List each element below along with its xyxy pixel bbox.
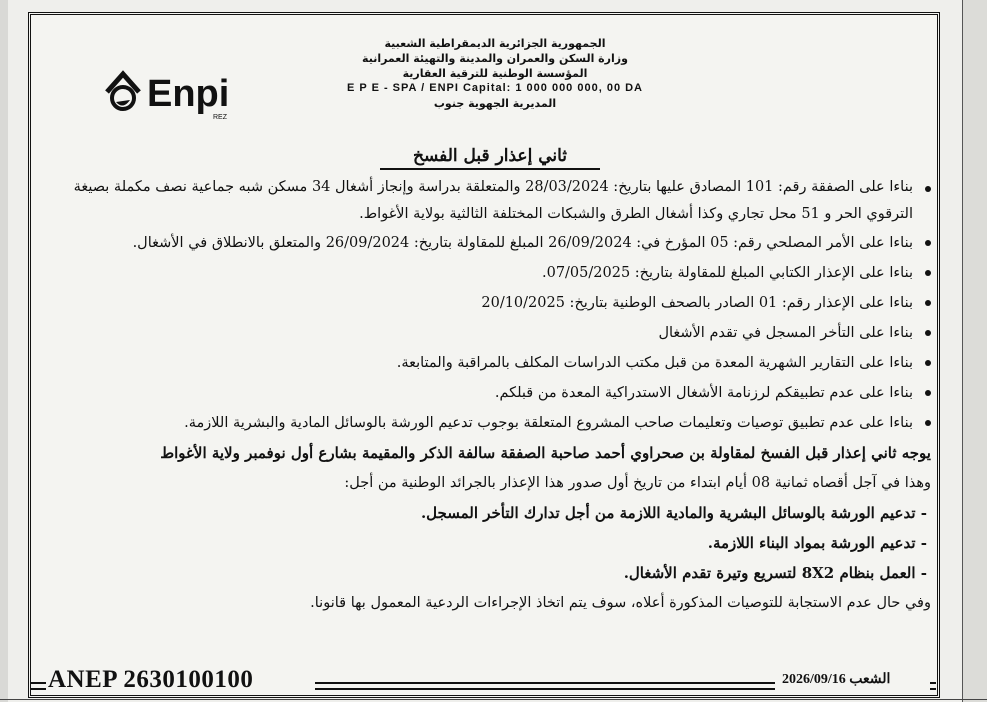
bullet-icon <box>925 270 931 276</box>
paragraph-text: بناءا على الأمر المصلحي رقم: 05 المؤرخ في: 26/09/2024 المبلغ للمقاولة بتاريخ: 26/09/2024 والمتعلق بالانطلاق في الأشغال. <box>132 235 913 251</box>
page-edge-right <box>962 0 987 702</box>
paragraph-recommendations <box>40 408 935 438</box>
enpi-logo <box>103 62 233 122</box>
anep-reference: ANEP 2630100100 <box>48 666 254 693</box>
bullet-icon <box>925 390 931 396</box>
paragraph-service-order <box>40 228 935 258</box>
footer-rule-start <box>30 682 46 690</box>
requirement-workforce: - تدعيم الورشة بالوسائل البشرية والمادية اللازمة من أجل تدارك التأخر المسجل. <box>420 504 927 522</box>
directive-line: يوجه ثاني إعذار قبل الفسخ لمقاولة بن صحراوي أحمد صاحبة الصفقة سالفة الذكر والمقيمة بشارع أول نوفمبر ولاية الأغواط <box>160 444 931 462</box>
bullet-icon <box>925 300 931 306</box>
requirement-shifts: - العمل بنظام 8X2 لتسريع وتيرة تقدم الأشغال. <box>623 564 927 582</box>
notice-title: ثاني إعذار قبل الفسخ <box>380 146 600 170</box>
paragraph-text: بناءا على التأخر المسجل في تقدم الأشغال <box>658 325 913 341</box>
paragraph-text: بناءا على التقارير الشهرية المعدة من قبل مكتب الدراسات المكلف بالمراقبة والمتابعة. <box>396 355 913 371</box>
header-line-agency: المؤسسة الوطنية للترقية العقارية <box>402 67 588 80</box>
closing-line: وفي حال عدم الاستجابة للتوصيات المذكورة أعلاه، سوف يتم اتخاذ الإجراءات الردعية المعمول بها قانونا. <box>310 595 931 611</box>
paragraph-contract <box>40 174 935 228</box>
bullet-icon <box>925 420 931 426</box>
paragraph-written-notice <box>40 258 935 288</box>
paragraph-text: بناءا على الصفقة رقم: 101 المصادق عليها بتاريخ: 28/03/2024 والمتعلقة بدراسة وإنجاز أشغال 34 مسكن شبه جماعية نصف مكملة بصيغة الترقوي الحر و 51 محل تجاري وكذا أشغال الطرق والشبكات المختلفة الثالثية بولاية الأغواط. <box>73 179 913 222</box>
paragraph-text: بناءا على عدم تطبيقكم لرزنامة الأشغال الاستدراكية المعدة من قبلكم. <box>494 385 913 401</box>
paragraph-text: بناءا على الإعذار الكتابي المبلغ للمقاولة بتاريخ: 07/05/2025. <box>541 265 913 281</box>
logo-text: Enpi <box>147 73 230 115</box>
paragraph-monthly-reports <box>40 348 935 378</box>
logo-subtext: REZ <box>213 114 227 121</box>
footer-rule <box>315 682 775 690</box>
enpi-logo-mark <box>103 62 233 122</box>
publication-date: الشعب 2026/09/16 <box>782 672 891 687</box>
paragraph-text: بناءا على الإعذار رقم: 01 الصادر بالصحف الوطنية بتاريخ: 20/10/2025 <box>481 295 913 311</box>
bullet-icon <box>925 360 931 366</box>
notice-footer <box>30 668 938 698</box>
footer-rule-end <box>930 682 936 690</box>
header-line-ministry: وزارة السكن والعمران والمدينة والتهيئة العمرانية <box>362 52 628 65</box>
paragraph-schedule <box>40 378 935 408</box>
paragraph-text: بناءا على عدم تطبيق توصيات وتعليمات صاحب المشروع المتعلقة بوجوب تدعيم الورشة بالوسائل المادية والبشرية اللازمة. <box>184 415 913 431</box>
paragraph-delay <box>40 318 935 348</box>
organization-header <box>330 36 660 111</box>
deadline-line: وهذا في آجل أقصاه ثمانية 08 أيام ابتداء من تاريخ أول صدور هذا الإعذار بالجرائد الوطنية من أجل: <box>344 475 931 491</box>
header-line-republic: الجمهورية الجزائرية الديمقراطية الشعبية <box>384 37 606 50</box>
header-line-capital: E P E - SPA / ENPI Capital: 1 000 000 000, 00 DA <box>346 82 644 94</box>
bullet-icon <box>925 330 931 336</box>
notice-body <box>40 174 935 618</box>
paragraph-first-notice <box>40 288 935 318</box>
header-line-directorate: المديرية الجهوية جنوب <box>433 97 557 110</box>
requirement-materials: - تدعيم الورشة بمواد البناء اللازمة. <box>707 534 927 552</box>
page-edge-left <box>0 0 8 702</box>
bottom-rule <box>0 699 987 700</box>
bullet-icon <box>925 186 931 192</box>
bullet-icon <box>925 240 931 246</box>
